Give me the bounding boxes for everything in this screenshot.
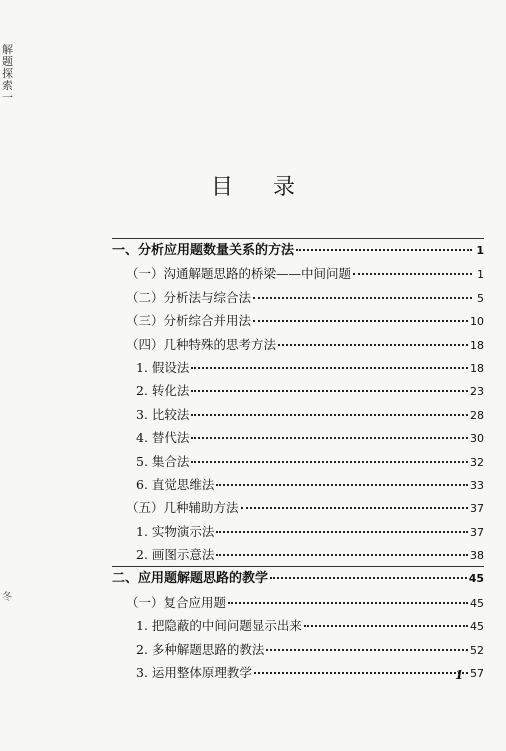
toc-entry[interactable] — [112, 403, 484, 426]
toc-entry-title: 3. 比较法 — [136, 406, 190, 422]
toc-entry-page: 30 — [470, 432, 484, 446]
toc-entry[interactable] — [112, 309, 484, 332]
toc-entry[interactable] — [112, 239, 484, 262]
toc-entry-page: 32 — [470, 455, 484, 469]
toc-entry-page: 45 — [468, 572, 484, 586]
toc-entry-title: （一）沟通解题思路的桥梁——中间问题 — [126, 266, 352, 282]
leader-dots — [304, 625, 468, 627]
toc-entry[interactable] — [112, 333, 484, 356]
toc-entry-title: 一、分析应用题数量关系的方法 — [112, 243, 295, 258]
toc-entry[interactable] — [112, 473, 484, 496]
table-of-contents — [112, 238, 484, 684]
toc-entry-title: 3. 运用整体原理教学 — [136, 665, 252, 681]
leader-dots — [191, 461, 468, 463]
toc-entry-page: 38 — [470, 549, 484, 563]
toc-entry-page: 10 — [470, 315, 484, 329]
toc-entry-page: 52 — [470, 643, 484, 657]
toc-entry-title: 5. 集合法 — [136, 453, 190, 469]
toc-entry-page: 5 — [477, 291, 484, 305]
toc-entry-page: 18 — [470, 338, 484, 352]
leader-dots — [191, 437, 468, 439]
toc-entry-page: 23 — [470, 385, 484, 399]
page-number: 1 — [455, 668, 464, 682]
toc-entry-title: 4. 替代法 — [136, 430, 190, 446]
toc-entry[interactable] — [112, 614, 484, 637]
toc-entry-title: （三）分析综合并用法 — [126, 313, 252, 329]
toc-entry[interactable] — [112, 520, 484, 543]
toc-entry[interactable] — [112, 450, 484, 473]
leader-dots — [296, 249, 472, 251]
toc-entry-title: 1. 假设法 — [136, 359, 190, 375]
toc-entry-page: 45 — [470, 620, 484, 634]
toc-entry-title: 二、应用题解题思路的教学 — [112, 571, 269, 587]
leader-dots — [216, 484, 468, 486]
leader-dots — [353, 273, 472, 275]
leader-dots — [191, 414, 468, 416]
toc-entry[interactable] — [112, 496, 484, 519]
toc-entry-page: 37 — [470, 502, 484, 516]
toc-entry-title: 2. 转化法 — [136, 383, 190, 399]
toc-entry[interactable] — [112, 638, 484, 661]
leader-dots — [228, 602, 468, 604]
toc-entry-page: 18 — [470, 361, 484, 375]
leader-dots — [216, 554, 468, 556]
toc-entry-page: 57 — [470, 667, 484, 681]
toc-entry[interactable] — [112, 591, 484, 614]
toc-entry[interactable] — [112, 567, 484, 590]
toc-entry[interactable] — [112, 661, 484, 684]
spine-title: 解题探索一 — [2, 43, 13, 104]
leader-dots — [191, 390, 468, 392]
toc-entry-page: 45 — [470, 596, 484, 610]
leader-dots — [266, 649, 468, 651]
toc-entry-title: 6. 直觉思维法 — [136, 476, 215, 492]
leader-dots — [216, 531, 468, 533]
toc-entry[interactable] — [112, 426, 484, 449]
toc-entry-title: 1. 实物演示法 — [136, 523, 215, 539]
toc-entry-title: （四）几种特殊的思考方法 — [126, 336, 277, 352]
toc-entry[interactable] — [112, 543, 484, 566]
page-title: 目录 — [210, 175, 335, 200]
toc-entry-page: 1 — [477, 268, 484, 282]
leader-dots — [191, 367, 468, 369]
toc-entry-title: （五）几种辅助方法 — [126, 500, 239, 516]
toc-entry[interactable] — [112, 356, 484, 379]
leader-dots — [253, 320, 468, 322]
toc-entry-title: 2. 多种解题思路的教法 — [136, 641, 265, 657]
leader-dots — [270, 577, 467, 579]
leader-dots — [241, 507, 468, 509]
toc-entry-title: （一）复合应用题 — [126, 594, 227, 610]
toc-entry-title: 1. 把隐蔽的中间问题显示出来 — [136, 618, 302, 634]
toc-entry-page: 1 — [476, 244, 484, 257]
toc-entry-page: 37 — [470, 525, 484, 539]
leader-dots — [253, 297, 472, 299]
toc-entry[interactable] — [112, 379, 484, 402]
leader-dots — [278, 344, 468, 346]
toc-entry-title: （二）分析法与综合法 — [126, 289, 252, 305]
toc-entry[interactable] — [112, 262, 484, 285]
toc-entry-page: 33 — [470, 478, 484, 492]
toc-entry-title: 2. 画图示意法 — [136, 547, 215, 563]
toc-entry-page: 28 — [470, 408, 484, 422]
spine-mark: 冬 — [2, 592, 12, 603]
toc-entry[interactable] — [112, 286, 484, 309]
leader-dots — [254, 672, 468, 674]
